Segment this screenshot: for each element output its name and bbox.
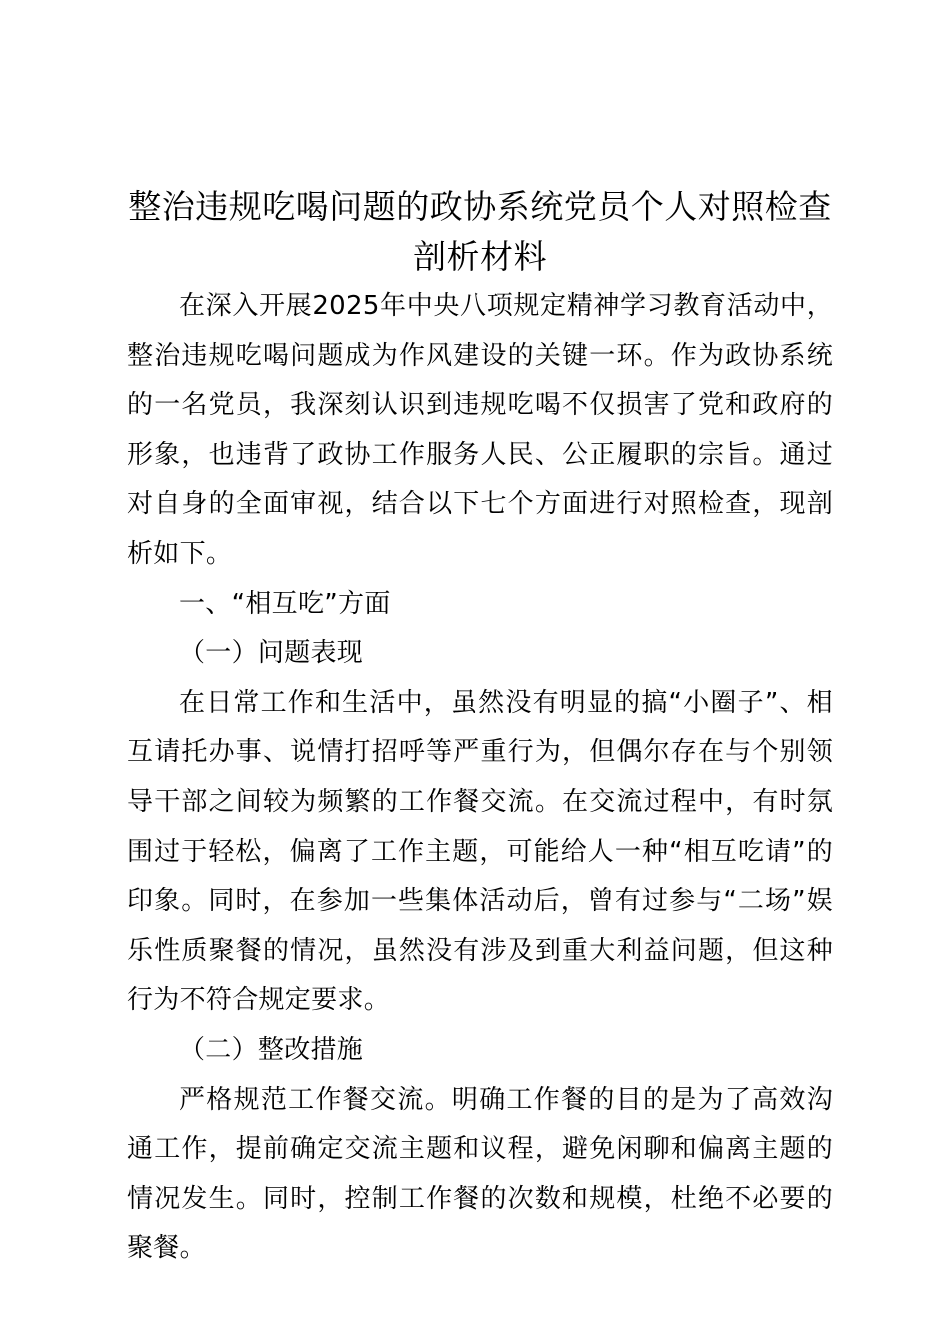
subsection-heading: （一）问题表现 xyxy=(179,638,364,669)
document-page xyxy=(127,182,833,1274)
body-paragraph: 在日常工作和生活中，虽然没有明显的搞“小圈子”、相互请托办事、说情打招呼等严重行为，但偶尔存在与个别领导干部之间较为频繁的工作餐交流。在交流过程中，有时氛围过于轻松，偏离了工作主题，可能给人一种“相互吃请”的印象。同时，在参加一些集体活动后，曾有过参与“二场”娱乐性质聚餐的情况，虽然没有涉及到重大利益问题，但这种行为不符合规定要求。 xyxy=(127,687,833,1016)
document-title: 整治违规吃喝问题的政协系统党员个人对照检查剖析材料 xyxy=(128,187,832,276)
body-paragraph: 严格规范工作餐交流。明确工作餐的目的是为了高效沟通工作，提前确定交流主题和议程，避免闲聊和偏离主题的情况发生。同时，控制工作餐的次数和规模，杜绝不必要的聚餐。 xyxy=(127,1084,833,1264)
subsection-heading: （二）整改措施 xyxy=(179,1034,364,1065)
intro-paragraph: 在深入开展2025年中央八项规定精神学习教育活动中，整治违规吃喝问题成为作风建设的关键一环。作为政协系统的一名党员，我深刻认识到违规吃喝不仅损害了党和政府的形象，也违背了政协工作服务人民、公正履职的宗旨。通过对自身的全面审视，结合以下七个方面进行对照检查，现剖析如下。 xyxy=(127,291,833,569)
section-heading: 一、“相互吃”方面 xyxy=(179,588,391,619)
